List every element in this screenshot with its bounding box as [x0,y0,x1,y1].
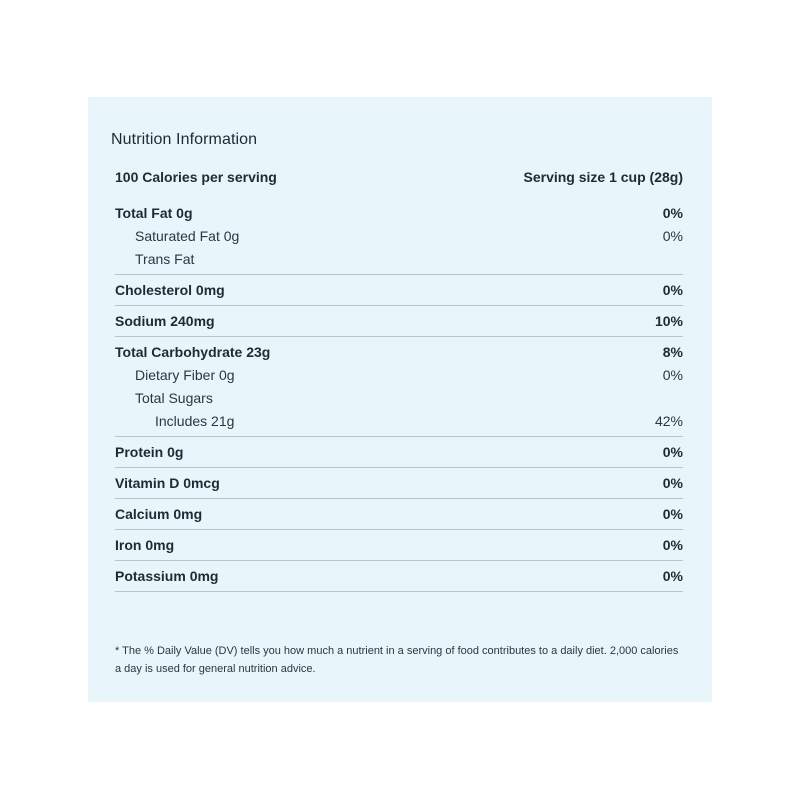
daily-value-percent: 0% [662,567,683,584]
nutrient-row [115,471,683,494]
nutrient-row [115,278,683,301]
nutrient-label: Dietary Fiber 0g [135,366,235,383]
daily-value-percent: 0% [662,443,683,460]
nutrient-label: Sodium 240mg [115,312,215,329]
nutrient-row [115,386,683,409]
daily-value-percent: 0% [662,505,683,522]
daily-value-percent: 42% [654,412,683,429]
nutrient-group [115,499,683,530]
nutrient-group [115,201,683,275]
daily-value-percent: 10% [654,312,683,329]
nutrient-group [115,530,683,561]
nutrient-label: Saturated Fat 0g [135,227,240,244]
nutrient-label: Cholesterol 0mg [115,281,225,298]
nutrient-group [115,437,683,468]
nutrition-panel [88,97,712,702]
nutrient-group [115,337,683,437]
nutrient-label: Potassium 0mg [115,567,219,584]
nutrient-label: Vitamin D 0mcg [115,474,220,491]
panel-title: Nutrition Information [111,131,258,148]
nutrient-group [115,306,683,337]
nutrient-label: Includes 21g [155,412,235,429]
nutrient-row [115,340,683,363]
nutrient-row [115,440,683,463]
nutrient-row [115,363,683,386]
daily-value-percent: 0% [662,536,683,553]
daily-value-footnote: * The % Daily Value (DV) tells you how much a nutrient in a serving of food contributes to a daily diet. 2,000 calories a day is used for general nutrition advice. [115,645,679,675]
daily-value-percent: 0% [662,281,683,298]
nutrient-row [115,309,683,332]
daily-value-percent: 0% [662,204,683,221]
daily-value-percent: 0% [662,366,683,383]
nutrient-label: Total Fat 0g [115,204,193,221]
nutrient-label: Iron 0mg [115,536,175,553]
serving-size: Serving size 1 cup (28g) [523,169,683,185]
serving-header [115,169,683,185]
nutrient-group [115,468,683,499]
nutrient-row [115,247,683,270]
nutrient-row [115,224,683,247]
nutrient-label: Calcium 0mg [115,505,203,522]
nutrient-label: Total Sugars [135,389,213,406]
nutrient-table [115,201,683,592]
nutrient-label: Total Carbohydrate 23g [115,343,271,360]
nutrient-group [115,561,683,592]
daily-value-percent: 0% [662,227,683,244]
nutrient-group [115,275,683,306]
nutrient-label: Trans Fat [135,250,195,267]
nutrient-label: Protein 0g [115,443,184,460]
calories-per-serving: 100 Calories per serving [115,169,277,185]
nutrient-row [115,201,683,224]
nutrient-row [115,564,683,587]
nutrient-row [115,533,683,556]
daily-value-percent: 8% [662,343,683,360]
nutrient-row [115,502,683,525]
daily-value-percent: 0% [662,474,683,491]
nutrient-row [115,409,683,432]
